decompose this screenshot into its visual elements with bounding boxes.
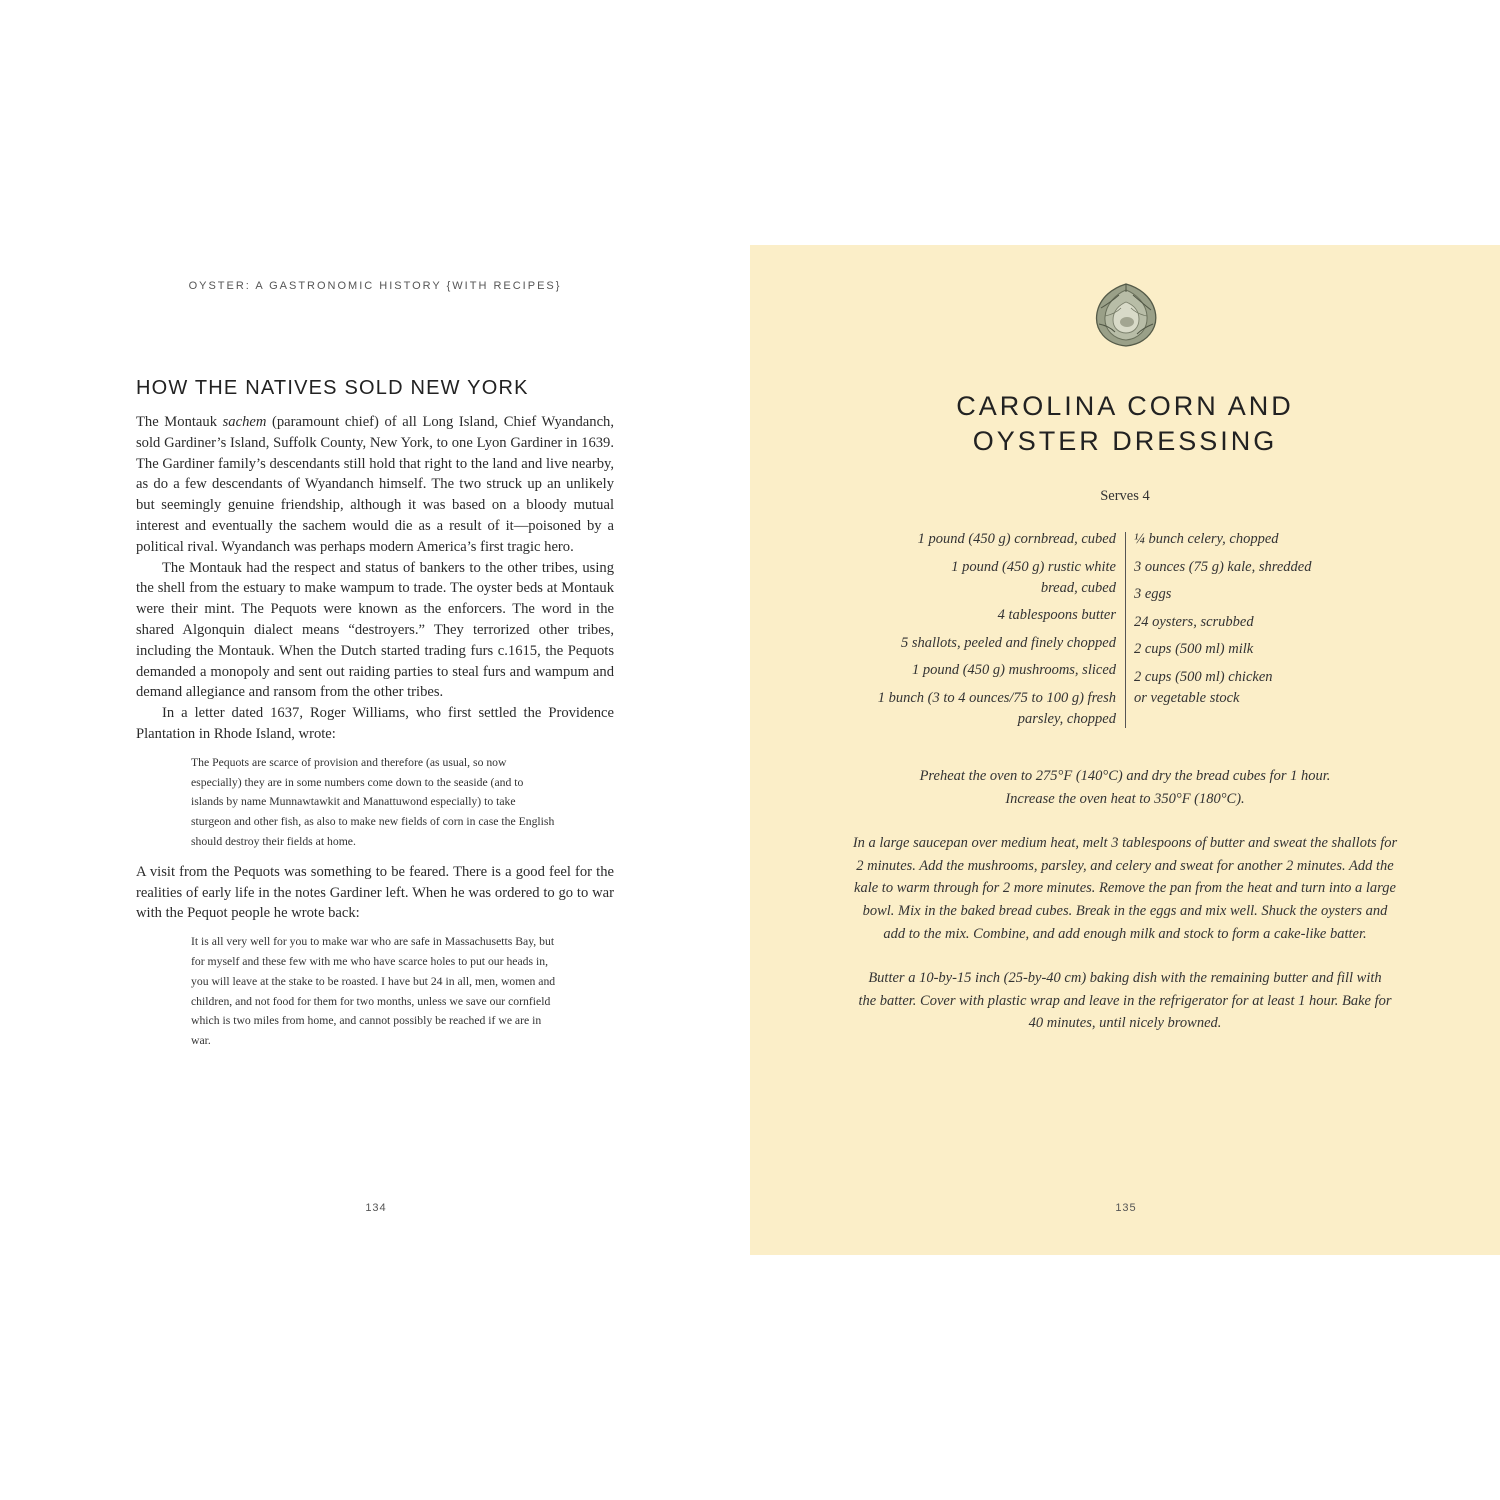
right-page (750, 245, 1500, 1255)
method-step: In a large saucepan over medium heat, melt 3 tablespoons of butter and sweat the shallots for 2 minutes. Add the mushrooms, parsley, and celery and sweat for another 2 minutes. Add the kale to warm through for 2 more minutes. Remove the pan from the heat and turn into a large bowl. Mix in the baked bread cubes. Break in the eggs and mix well. Shuck the oysters and add to the mix. Combine, and add enough milk and stock to form a cake-like batter. (852, 835, 1398, 942)
page-number-right: 135 (1115, 1202, 1137, 1214)
ingredient-item: 3 eggs (1134, 586, 1172, 602)
method-step: Butter a 10-by-15 inch (25-by-40 cm) baking dish with the remaining butter and fill with the batter. Cover with plastic wrap and leave in the refrigerator for at least 1 hour. Bake for 40 minutes, until nicely browned. (858, 970, 1392, 1032)
ingredient-item: 1 pound (450 g) cornbread, cubed (917, 531, 1116, 547)
ingredient-item: 2 cups (500 ml) chicken or vegetable stock (1134, 668, 1273, 706)
ingredients-left-column (860, 529, 1116, 736)
section-title: HOW THE NATIVES SOLD NEW YORK (136, 377, 529, 399)
blockquote-gardiner: It is all very well for you to make war who are safe in Massachusetts Bay, but for myself and these few with me who have scarce holes to put our heads in, you will leave at the stake to be roasted. I have but 24 in all, men, women and children, and not food for them for two months, unless we save our cornfield which is two miles from home, and cannot possibly be reached if we are in war. (191, 935, 556, 1048)
paragraph-3: In a letter dated 1637, Roger Williams, who first settled the Providence Plantation in Rhode Island, wrote: (136, 705, 614, 742)
paragraph-1-start: The Montauk (136, 414, 223, 430)
running-head: OYSTER: A GASTRONOMIC HISTORY {WITH RECIPES} (188, 280, 562, 292)
method-text (850, 765, 1400, 1057)
serves-label: Serves 4 (1100, 488, 1150, 504)
ingredients-right-column (1134, 529, 1364, 715)
paragraph-1 (136, 412, 614, 558)
ingredient-item: 1 bunch (3 to 4 ounces/75 to 100 g) fresh parsley, chopped (877, 689, 1116, 727)
paragraph-2: The Montauk had the respect and status of bankers to the other tribes, using the shell from the estuary to make wampum to trade. The oyster beds at Montauk were their mint. The Pequots were known as the enforcers. The word in the shared Algonquin dialect means “destroyers.” They terrorized other tribes, including the Montauk. When the Dutch started trading furs c.1615, the Pequots demanded a monopoly and sent out raiding parties to steal furs and wampum and demand allegiance and ransom from the other tribes. (136, 559, 614, 701)
ingredients-divider (1125, 532, 1126, 728)
recipe-title-line-1: CAROLINA CORN AND (956, 391, 1294, 421)
oyster-shell-icon (1091, 280, 1161, 350)
body-text (136, 412, 614, 1061)
ingredient-item: 1 pound (450 g) mushrooms, sliced (911, 662, 1116, 678)
method-step: Preheat the oven to 275°F (140°C) and dry the bread cubes for 1 hour. Increase the oven heat to 350°F (180°C). (919, 768, 1331, 807)
ingredient-item: 2 cups (500 ml) milk (1134, 641, 1254, 657)
ingredient-item: 24 oysters, scrubbed (1134, 613, 1254, 630)
blockquote-williams: The Pequots are scarce of provision and therefore (as usual, so now especially) they are in some numbers come down to the seaside (and to islands by name Munnawtawkit and Manattuwond especially) to take sturgeon and other fish, as also to make new fields of corn in case the English should destroy their fields at home. (191, 755, 555, 848)
ingredient-item: ¼ bunch celery, chopped (1134, 531, 1279, 547)
emphasis-sachem: sachem (222, 414, 267, 430)
paragraph-1-rest: (paramount chief) of all Long Island, Chief Wyandanch, sold Gardiner’s Island, Suffolk County, New York, to one Lyon Gardiner in 1639. The Gardiner family’s descendants still hold that right to the land and live nearby, as do a few descendants of Wyandanch himself. The two struck up an unlikely but seemingly genuine friendship, although it was based on a bloody mutual interest and eventually the sachem would die as a result of it—poisoned by a political rival. Wyandanch was perhaps modern America’s first tragic hero. (136, 414, 615, 555)
paragraph-4: A visit from the Pequots was something to be feared. There is a good feel for the realities of early life in the notes Gardiner left. When he was ordered to go to war with the Pequot people he wrote back: (136, 863, 614, 922)
ingredient-item: 4 tablespoons butter (997, 607, 1116, 623)
ingredient-item: 5 shallots, peeled and finely chopped (900, 634, 1116, 651)
page-number-left: 134 (365, 1202, 387, 1214)
recipe-title-line-2: OYSTER DRESSING (972, 426, 1278, 456)
ingredient-item: 3 ounces (75 g) kale, shredded (1134, 558, 1312, 575)
ingredient-item: 1 pound (450 g) rustic white bread, cubed (951, 558, 1116, 596)
recipe-title (750, 389, 1500, 459)
